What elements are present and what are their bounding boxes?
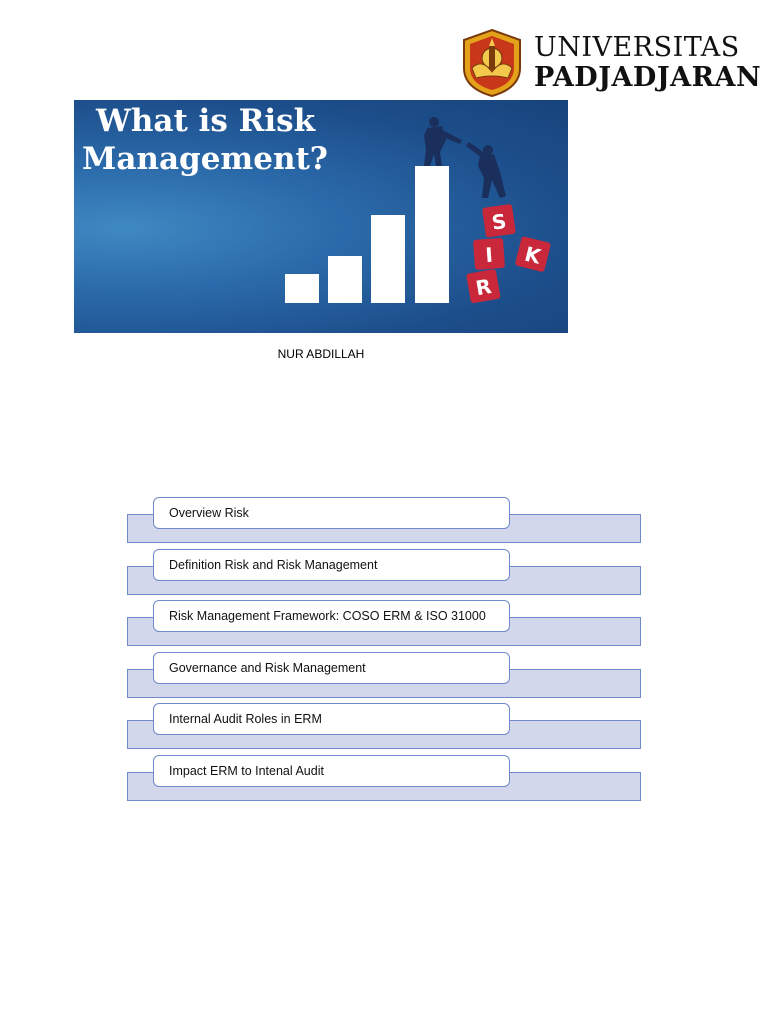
cube-letter-k: K [522,241,544,269]
cube-letter-r: R [473,273,494,301]
bar-3 [371,215,405,303]
agenda-item-label: Definition Risk and Risk Management [153,549,510,581]
agenda-item [127,497,641,543]
agenda-item [127,755,641,801]
agenda-item [127,652,641,698]
banner-title-line1: What is Risk [96,103,316,139]
author-name: NUR ABDILLAH [277,347,365,361]
cube-i [473,238,505,270]
agenda-item [127,549,641,595]
agenda-item-label: Impact ERM to Intenal Audit [153,755,510,787]
bar-1 [285,274,319,303]
banner-title [82,102,328,178]
university-crest-icon [458,28,526,98]
bar-4 [415,166,449,303]
agenda-item-label: Governance and Risk Management [153,652,510,684]
agenda-item-label: Risk Management Framework: COSO ERM & ISO 31000 [153,600,510,632]
cube-letter-i: I [484,242,494,268]
cube-k [515,236,551,272]
logo-text-line2: PADJADJARAN [534,62,762,93]
cube-s [482,204,516,238]
agenda-item-label: Overview Risk [153,497,510,529]
businessman-top-icon [424,117,462,166]
banner-title-line2: Management? [82,141,328,177]
logo-text-line1: UNIVERSITAS [534,32,740,63]
agenda-item-label: Internal Audit Roles in ERM [153,703,510,735]
university-logo [458,28,762,100]
title-banner [74,100,568,333]
businessman-climbing-icon [466,142,506,198]
cube-r [466,269,501,304]
cube-letter-s: S [490,208,508,235]
agenda-item [127,703,641,749]
agenda-item [127,600,641,646]
bar-2 [328,256,362,303]
